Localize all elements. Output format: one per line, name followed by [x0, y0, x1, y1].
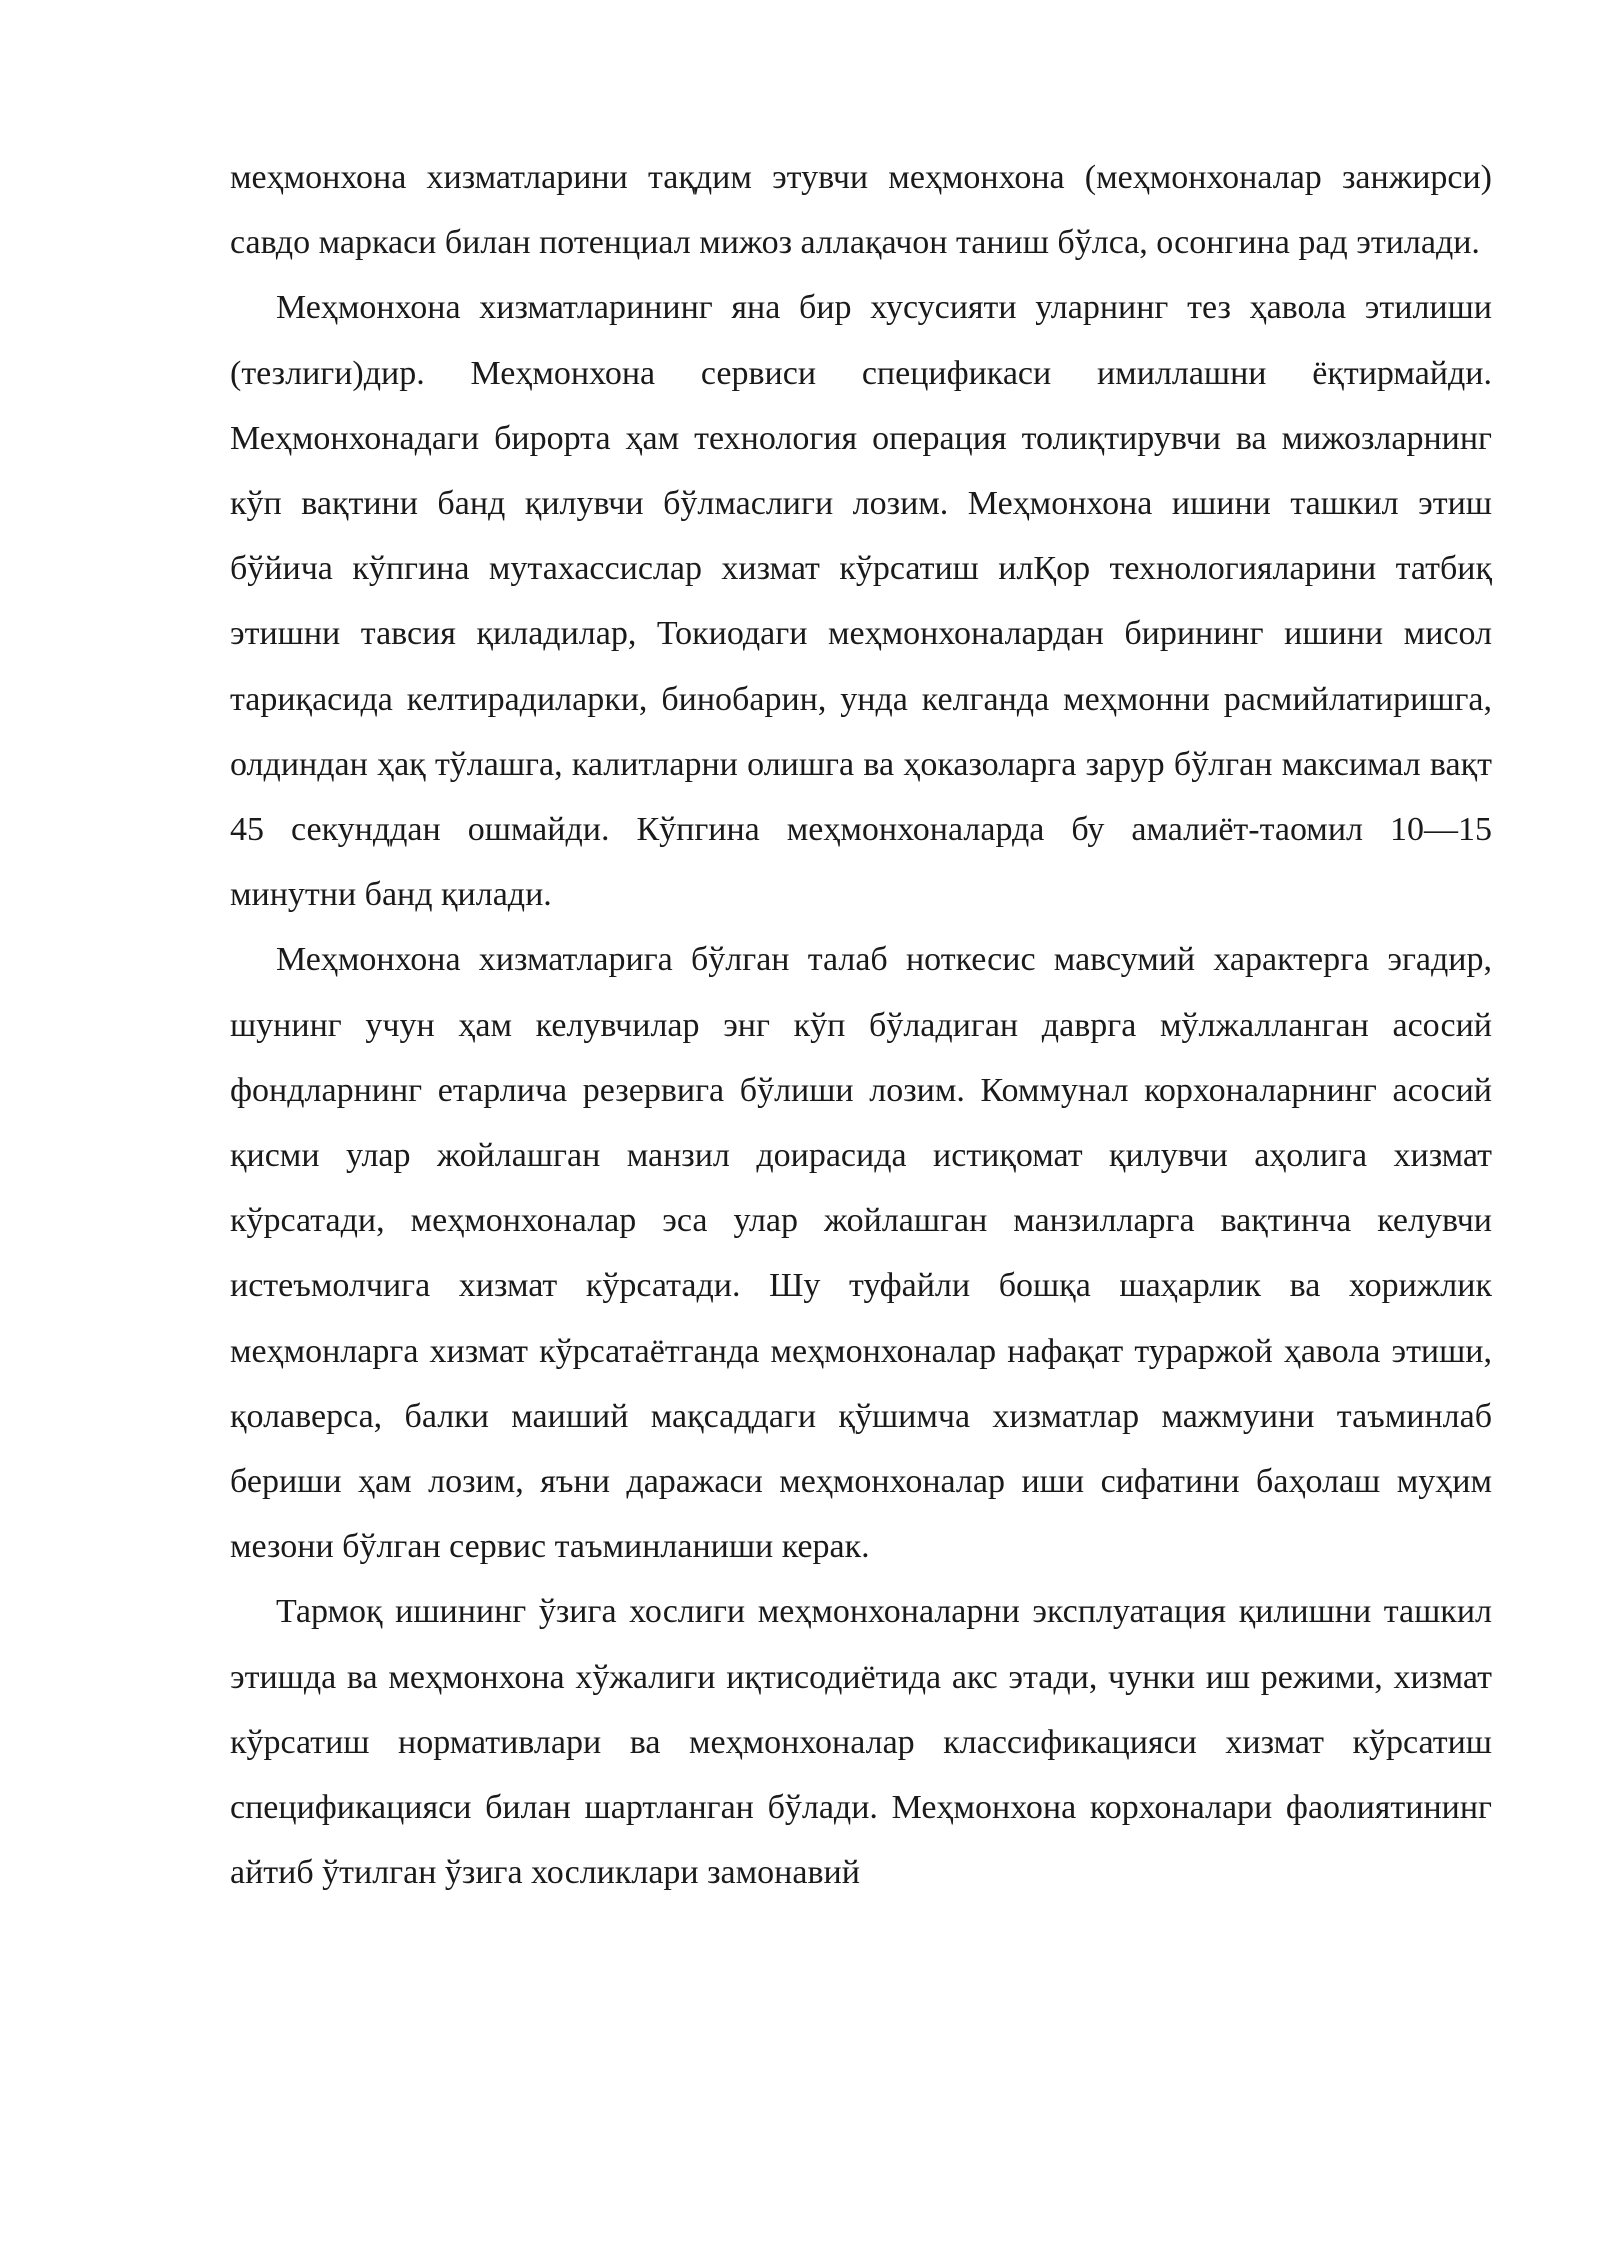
paragraph-seasonal-demand: Меҳмонхона хизматларига бўлган талаб ноткесис мавсумий характерга эгадир, шунинг учун ҳам келувчилар энг кўп бўладиган даврга мўлжалланган асосий фондларнинг етарлича резервига бўлиши лозим. Коммунал корхоналарнинг асосий қисми улар жойлашган манзил доирасида истиқомат қилувчи аҳолига хизмат кўрсатади, меҳмонхоналар эса улар жойлашган манзилларга вақтинча келувчи истеъмолчига хизмат кўрсатади. Шу туфайли бошқа шаҳарлик ва хорижлик меҳмонларга хизмат кўрсатаётганда меҳмонхоналар нафақат тураржой ҳавола этиши, қолаверса, балки маиший мақсаддаги қўшимча хизматлар мажмуини таъминлаб бериши ҳам лозим, яъни даражаси меҳмонхоналар иши сифатини баҳолаш муҳим мезони бўлган сервис таъминланиши керак. — [230, 941, 1492, 1566]
paragraph-industry-specifics: Тармоқ ишининг ўзига хослиги меҳмонхоналарни эксплуатация қилишни ташкил этишда ва меҳмонхона хўжалиги иқтисодиётида акс этади, чунки иш режими, хизмат кўрсатиш нормативлари ва меҳмонхоналар классификацияси хизмат кўрсатиш спецификацияси билан шартланган бўлади. Меҳмонхона корхоналари фаолиятининг айтиб ўтилган ўзига хосликлари замонавий — [230, 1593, 1492, 1892]
paragraph-service-speed: Меҳмонхона хизматларининг яна бир хусусияти уларнинг тез ҳавола этилиши (тезлиги)дир. Меҳмонхона сервиси спецификаси имиллашни ёқтирмайди. Меҳмонхонадаги бирорта ҳам технология операция толиқтирувчи ва мижозларнинг кўп вақтини банд қилувчи бўлмаслиги лозим. Меҳмонхона ишини ташкил этиш бўйича кўпгина мутахассислар хизмат кўрсатиш илҚор технологияларини татбиқ этишни тавсия қиладилар, Токиодаги меҳмонхоналардан бирининг ишини мисол тариқасида келтирадиларки, бинобарин, унда келганда меҳмонни расмийлатиришга, олдиндан ҳақ тўлашга, калитларни олишга ва ҳоказоларга зарур бўлган максимал вақт 45 секунддан ошмайди. Кўпгина меҳмонхоналарда бу амалиёт-таомил 10—15 минутни банд қилади. — [230, 289, 1492, 914]
paragraph-continuation: меҳмонхона хизматларини тақдим этувчи меҳмонхона (меҳмонхоналар занжирси) савдо маркаси билан потенциал мижоз аллақачон таниш бўлса, осонгина рад этилади. — [230, 159, 1492, 262]
document-body — [230, 145, 1492, 1905]
